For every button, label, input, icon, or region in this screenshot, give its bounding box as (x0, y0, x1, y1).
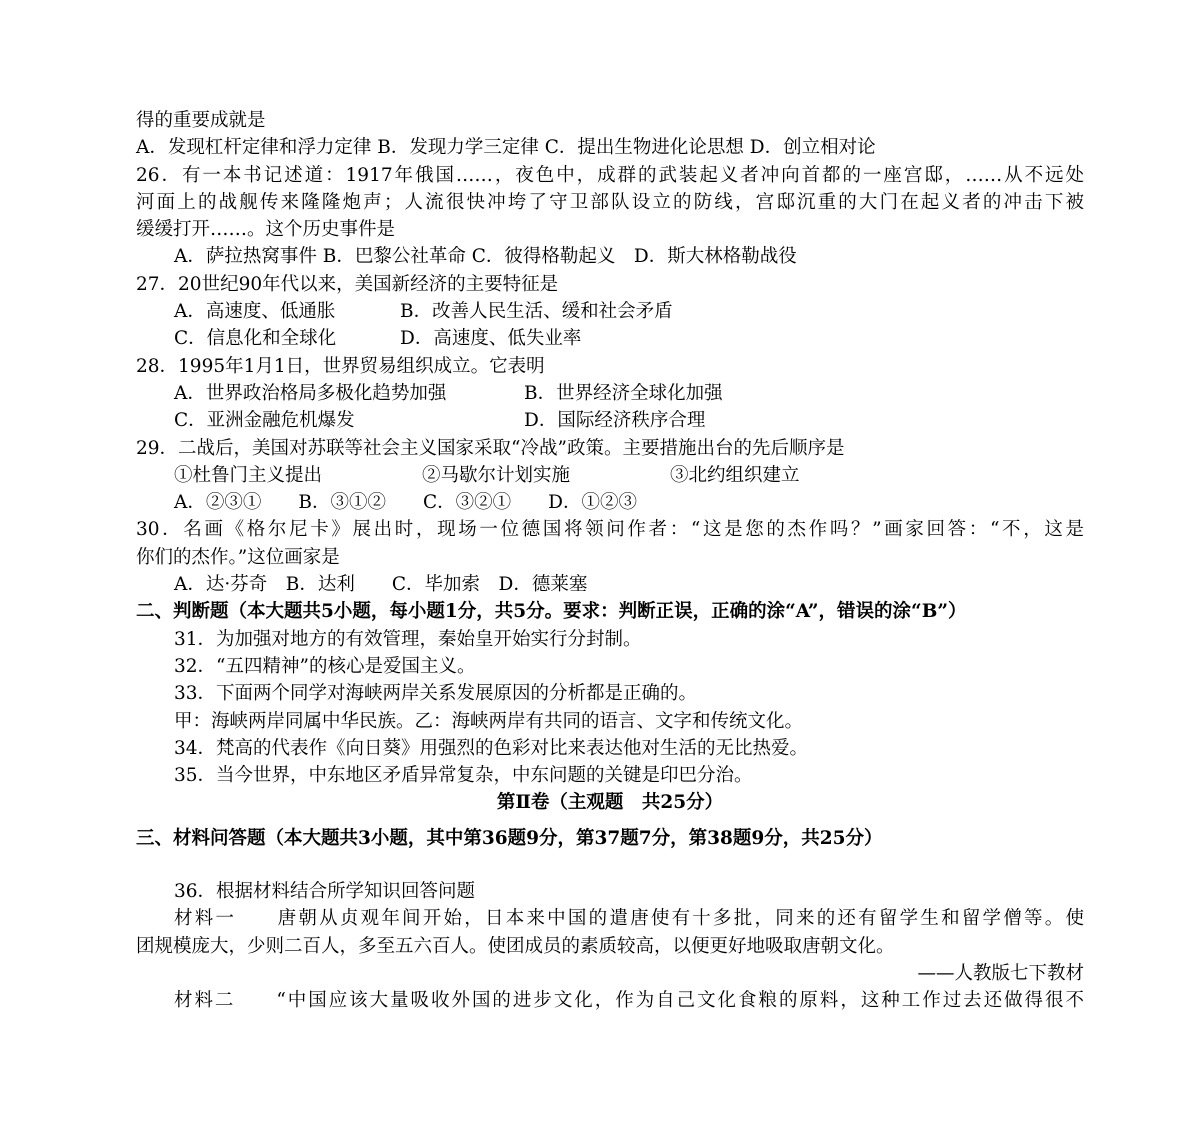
q26-stem-line1: 26．有一本书记述道：1917年俄国……，夜色中，成群的武装起义者冲向首都的一座宫邸，……从不远处 (136, 164, 1084, 186)
q27-option-a: A．高速度、低通胀 (174, 301, 336, 323)
material-1-line1: 材料一 唐朝从贞观年间开始，日本来中国的遣唐使有十多批，同来的还有留学生和留学僧等。使 (174, 908, 1084, 930)
volume-2-title: 第Ⅱ卷（主观题 共25分） (496, 792, 724, 814)
q27-options-row1 (136, 298, 1084, 325)
q27-stem: 27．20世纪90年代以来，美国新经济的主要特征是 (136, 273, 559, 295)
q30-stem-line2: 你们的杰作。”这位画家是 (136, 546, 340, 568)
q36-stem: 36．根据材料结合所学知识回答问题 (174, 881, 476, 903)
q31: 31．为加强对地方的有效管理，秦始皇开始实行分封制。 (174, 628, 642, 650)
material-2-line1: 材料二 “中国应该大量吸收外国的进步文化，作为自己文化食粮的原料，这种工作过去还做得很不 (174, 990, 1084, 1012)
section-3-heading: 三、材料问答题（本大题共3小题，其中第36题9分，第37题7分，第38题9分，共25分） (136, 827, 883, 849)
q33: 33．下面两个同学对海峡两岸关系发展原因的分析都是正确的。 (174, 683, 698, 705)
q26-stem-line3: 缓缓打开……。这个历史事件是 (136, 219, 396, 241)
q28-option-d: D．国际经济秩序合理 (524, 410, 706, 432)
q28-option-c: C．亚洲金融危机爆发 (174, 410, 355, 432)
q29-item-3: ③北约组织建立 (670, 464, 800, 486)
q33-detail: 甲：海峡两岸同属中华民族。乙：海峡两岸有共同的语言、文字和传统文化。 (174, 710, 804, 732)
q27-options-row2 (136, 325, 1084, 352)
exam-page (136, 107, 1084, 1015)
q25-stem-continued: 得的重要成就是 (136, 110, 266, 131)
q25-options: A．发现杠杆定律和浮力定律 B．发现力学三定律 C．提出生物进化论思想 D．创立相对论 (136, 137, 876, 159)
q28-option-b: B．世界经济全球化加强 (524, 382, 723, 404)
section-2-heading: 二、判断题（本大题共5小题，每小题1分，共5分。要求：判断正误，正确的涂“A”，错误的涂“B”） (136, 601, 967, 623)
q27-option-b: B．改善人民生活、缓和社会矛盾 (400, 301, 673, 323)
q30-options: A．达·芬奇 B．达利 C．毕加索 D．德莱塞 (174, 574, 588, 596)
q27-option-c: C．信息化和全球化 (174, 328, 337, 350)
q29-items (136, 462, 1084, 489)
q35: 35．当今世界，中东地区矛盾异常复杂，中东问题的关键是印巴分治。 (174, 765, 753, 787)
q29-stem: 29．二战后，美国对苏联等社会主义国家采取“冷战”政策。主要措施出台的先后顺序是 (136, 437, 845, 459)
q28-stem: 28．1995年1月1日，世界贸易组织成立。它表明 (136, 355, 545, 377)
q26-options: A．萨拉热窝事件 B．巴黎公社革命 C．彼得格勒起义 D．斯大林格勒战役 (174, 246, 797, 268)
q27-option-d: D．高速度、低失业率 (400, 328, 582, 350)
q30-stem-line1: 30．名画《格尔尼卡》展出时，现场一位德国将领问作者：“这是您的杰作吗？”画家回答：“不，这是 (136, 519, 1084, 541)
q32: 32．“五四精神”的核心是爱国主义。 (174, 655, 476, 677)
q28-option-a: A．世界政治格局多极化趋势加强 (174, 382, 447, 404)
q28-options-row2 (136, 407, 1084, 434)
spacer (136, 852, 1084, 878)
q29-options: A．②③① B．③①② C．③②① D．①②③ (174, 492, 637, 514)
q29-item-2: ②马歇尔计划实施 (422, 464, 571, 486)
material-1-source: ——人教版七下教材 (917, 962, 1084, 984)
material-1-line2: 团规模庞大，少则二百人，多至五六百人。使团成员的素质较高，以便更好地吸取唐朝文化。 (136, 935, 895, 957)
q34: 34．梵高的代表作《向日葵》用强烈的色彩对比来表达他对生活的无比热爱。 (174, 737, 809, 759)
q28-options-row1 (136, 380, 1084, 407)
q29-item-1: ①杜鲁门主义提出 (174, 464, 323, 486)
q26-stem-line2: 河面上的战舰传来隆隆炮声；人流很快冲垮了守卫部队设立的防线，宫邸沉重的大门在起义者的冲击下被 (136, 191, 1084, 213)
